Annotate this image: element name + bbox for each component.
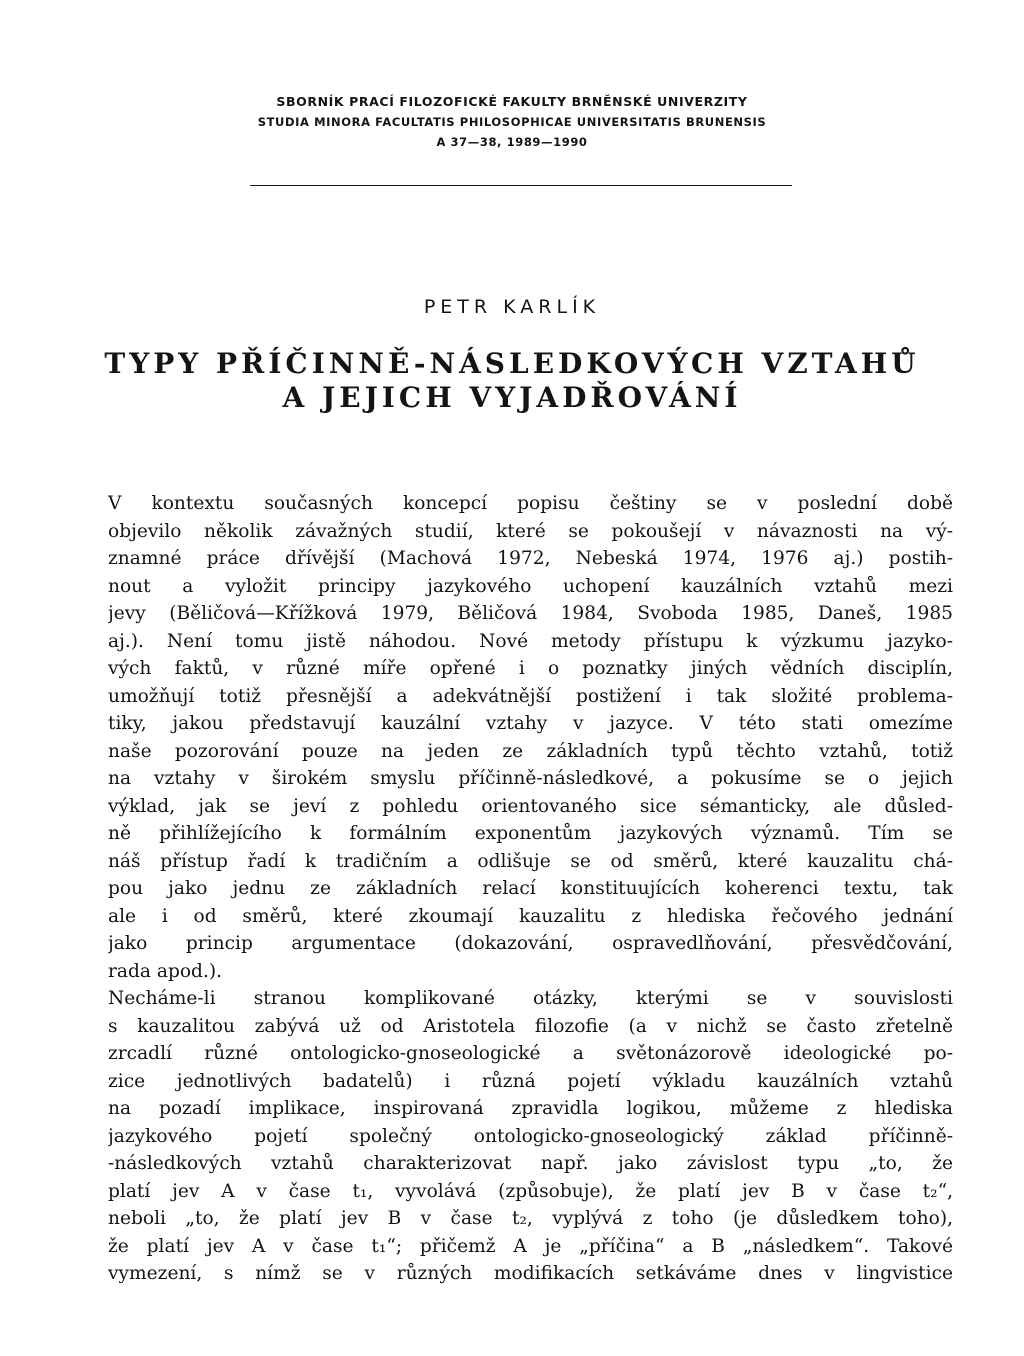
text-line: zrcadlí různé ontologicko-gnoseologické a světonázorově ideologické po- (108, 1043, 953, 1064)
journal-title-czech: SBORNÍK PRACÍ FILOZOFICKÉ FAKULTY BRNĚNSKÉ UNIVERZITY (276, 94, 748, 109)
text-line: V kontextu současných koncepcí popisu češtiny se v poslední době (108, 493, 953, 514)
paragraph-2 (108, 985, 953, 1288)
text-line: jevy (Běličová—Křížková 1979, Běličová 1984, Svoboda 1985, Daneš, 1985 (108, 603, 953, 624)
article-title (0, 347, 1024, 415)
text-line: jazykového pojetí společný ontologicko-gnoseologický základ příčinně- (108, 1125, 953, 1147)
text-line: -následkových vztahů charakterizovat např. jako závislost typu „to, že (108, 1153, 953, 1174)
text-line: aj.). Není tomu jistě náhodou. Nové metody přístupu k výzkumu jazyko- (108, 630, 953, 652)
article-title-line-1: TYPY PŘÍČINNĚ-NÁSLEDKOVÝCH VZTAHŮ (104, 347, 920, 380)
text-line: ale i od směrů, které zkoumají kauzalitu z hlediska řečového jednání (108, 905, 953, 927)
text-line: s kauzalitou zabývá už od Aristotela filozofie (a v nichž se často zřetelně (108, 1015, 953, 1037)
text-line: umožňují totiž přesnější a adekvátnější postižení i tak složité problema- (108, 685, 953, 707)
text-line: naše pozorování pouze na jeden ze základních typů těchto vztahů, totiž (108, 740, 953, 762)
text-line: vymezení, s nímž se v různých modifikacích setkáváme dnes v lingvistice (108, 1263, 953, 1284)
text-line: jako princip argumentace (dokazování, ospravedlňování, přesvědčování, (108, 933, 953, 954)
journal-header (0, 92, 1024, 152)
text-line: náš přístup řadí k tradičním a odlišuje se od směrů, které kauzalitu chá- (108, 850, 953, 872)
text-line: rada apod.). (108, 960, 223, 982)
text-line: na vztahy v širokém smyslu příčinně-následkové, a pokusíme se o jejich (108, 768, 953, 789)
text-line: na pozadí implikace, inspirovaná zpravidla logikou, můžeme z hlediska (108, 1098, 953, 1119)
text-line: platí jev A v čase t₁, vyvolává (způsobuje), že platí jev B v čase t₂“, (108, 1180, 953, 1202)
author-name: PETR KARLÍK (423, 296, 601, 318)
journal-volume: A 37—38, 1989—1990 (436, 135, 588, 149)
article-title-line-2: A JEJICH VYJADŘOVÁNÍ (282, 381, 742, 414)
text-line: ně přihlížejícího k formálním exponentům jazykových významů. Tím se (108, 823, 953, 844)
text-line: že platí jev A v čase t₁“; přičemž A je „příčina“ a B „následkem“. Takové (108, 1235, 953, 1257)
text-line: tiky, jakou představují kauzální vztahy v jazyce. V této stati omezíme (108, 713, 953, 734)
text-line: vých faktů, v různé míře opřené i o poznatky jiných vědních disciplín, (108, 658, 953, 679)
text-line: nout a vyložit principy jazykového uchopení kauzálních vztahů mezi (108, 575, 953, 597)
text-line: zice jednotlivých badatelů) i různá pojetí výkladu kauzálních vztahů (108, 1070, 953, 1092)
article-body (108, 490, 953, 1288)
journal-title-latin: STUDIA MINORA FACULTATIS PHILOSOPHICAE UNIVERSITATIS BRUNENSIS (257, 115, 767, 129)
paragraph-1 (108, 490, 953, 985)
text-line: objevilo několik závažných studií, které se pokoušejí v návaznosti na vý- (108, 520, 953, 542)
text-line: Necháme-li stranou komplikované otázky, kterými se v souvislosti (108, 988, 953, 1009)
text-line: neboli „to, že platí jev B v čase t₂, vyplývá z toho (je důsledkem toho), (108, 1208, 953, 1229)
text-line: výklad, jak se jeví z pohledu orientovaného sice sémanticky, ale důsled- (108, 795, 953, 817)
header-divider (250, 185, 792, 186)
text-line: znamné práce dřívější (Machová 1972, Nebeská 1974, 1976 aj.) postih- (108, 548, 953, 569)
text-line: pou jako jednu ze základních relací konstituujících koherenci textu, tak (108, 878, 953, 899)
